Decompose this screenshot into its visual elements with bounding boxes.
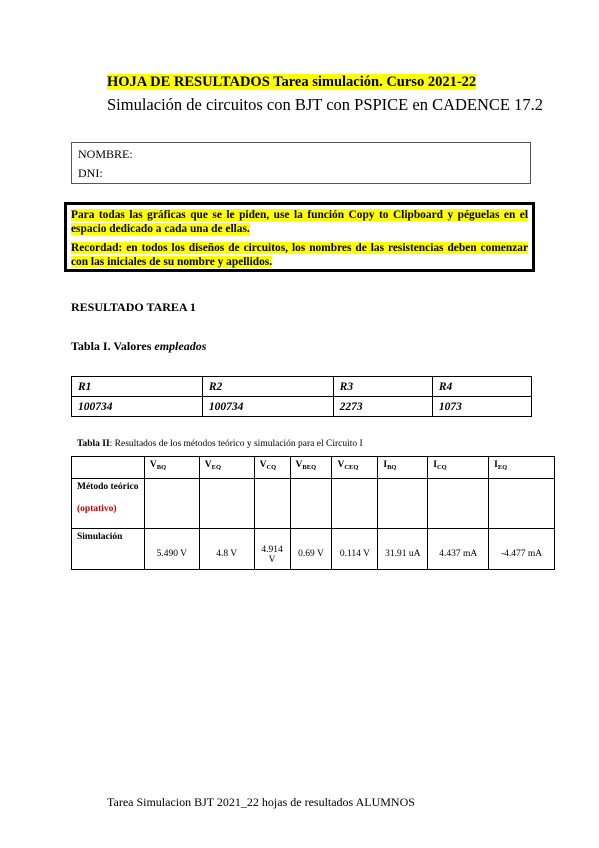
table-cell: 1073 bbox=[432, 397, 531, 417]
table-header-cell: R4 bbox=[432, 377, 531, 397]
section-title: RESULTADO TAREA 1 bbox=[71, 300, 196, 314]
table-cell: 0.69 V bbox=[290, 529, 332, 570]
instruction-resistor-names: Recordad: en todos los diseños de circuitos, los nombres de las resistencias deben comenzar con las iniciales de su nombre y apellidos. bbox=[71, 242, 528, 268]
table2-caption: Tabla II: Resultados de los métodos teórico y simulación para el Circuito I bbox=[77, 439, 363, 449]
table-cell: 4.8 V bbox=[199, 529, 254, 570]
instruction-copy-clipboard: Para todas las gráficas que se le piden, use la función Copy to Clipboard y péguelas en el espacio dedicado a cada una de ellas. bbox=[71, 209, 528, 235]
row-label-theory: Método teórico (optativo) bbox=[72, 479, 145, 529]
table-row bbox=[72, 377, 532, 397]
table-header-cell: R2 bbox=[202, 377, 333, 397]
page-footer: Tarea Simulacion BJT 2021_22 hojas de resultados ALUMNOS bbox=[107, 795, 415, 809]
table-cell: -4.477 mA bbox=[489, 529, 555, 570]
table-values-used bbox=[71, 376, 532, 417]
table-cell: 4.437 mA bbox=[428, 529, 489, 570]
header-icq: $I_{CQ}$ bbox=[428, 457, 489, 479]
table-cell: 4.914 V bbox=[254, 529, 290, 570]
name-label: NOMBRE: bbox=[78, 147, 133, 161]
document-title: HOJA DE RESULTADOS Tarea simulación. Curso 2021-22 bbox=[107, 74, 477, 90]
header-ibq: $I_{BQ}$ bbox=[378, 457, 428, 479]
table1-caption: Tabla I. Valores empleados bbox=[71, 339, 207, 353]
dni-label: DNI: bbox=[78, 166, 103, 180]
header-ieq: $I_{EQ}$ bbox=[489, 457, 555, 479]
table-row bbox=[72, 397, 532, 417]
header-vbeq: $V_{BEQ}$ bbox=[290, 457, 332, 479]
table-cell: 100734 bbox=[202, 397, 333, 417]
table-cell: 5.490 V bbox=[144, 529, 199, 570]
table-results bbox=[71, 456, 555, 570]
table-cell: 0.114 V bbox=[332, 529, 378, 570]
table-cell: 100734 bbox=[72, 397, 203, 417]
table-row bbox=[72, 457, 555, 479]
table-cell: 31.91 uA bbox=[378, 529, 428, 570]
row-label-simulation: Simulación bbox=[72, 529, 145, 570]
table-header-cell: R3 bbox=[333, 377, 432, 397]
identity-box bbox=[71, 142, 531, 184]
instructions-box bbox=[64, 202, 535, 272]
table-header-cell: R1 bbox=[72, 377, 203, 397]
table-cell: 2273 bbox=[333, 397, 432, 417]
header-veq: $V_{EQ}$ bbox=[199, 457, 254, 479]
header-vcq: $V_{CQ}$ bbox=[254, 457, 290, 479]
header-vceq: $V_{CEQ}$ bbox=[332, 457, 378, 479]
header-vbq: $V_{BQ}$ bbox=[144, 457, 199, 479]
document-subtitle: Simulación de circuitos con BJT con PSPICE en CADENCE 17.2 bbox=[107, 95, 544, 114]
table-row bbox=[72, 529, 555, 570]
table-row bbox=[72, 479, 555, 529]
